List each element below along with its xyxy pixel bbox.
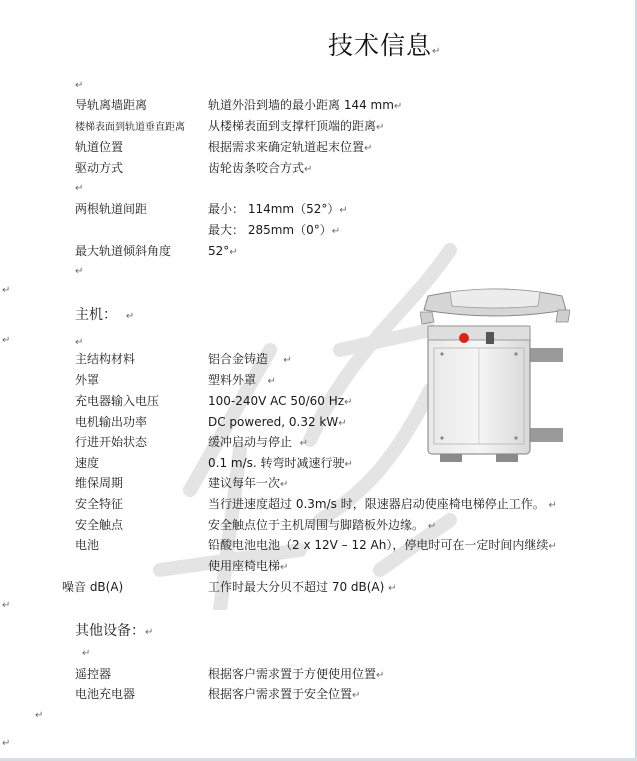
spec-value: 安全触点位于主机周围与脚踏板外边缘。 ↵ bbox=[208, 518, 437, 532]
spec-value-continued: 使用座椅电梯↵ bbox=[208, 559, 289, 573]
spec-label: 楼梯表面到轨道垂直距离 bbox=[75, 122, 185, 133]
spec-label: 维保周期 bbox=[75, 476, 124, 490]
paragraph-mark: ↵ bbox=[75, 266, 84, 277]
spec-value: 根据客户需求置于安全位置↵ bbox=[208, 687, 361, 701]
paragraph-mark: ↵ bbox=[2, 335, 11, 346]
spec-label: 行进开始状态 bbox=[75, 435, 148, 449]
spec-label: 速度 bbox=[75, 456, 100, 470]
spec-value-min: 最小： 114mm（52°）↵ bbox=[208, 202, 348, 216]
spec-label: 外罩 bbox=[75, 373, 100, 387]
spec-value: 缓冲启动与停止 ↵ bbox=[208, 435, 309, 449]
spec-label: 充电器输入电压 bbox=[75, 394, 160, 408]
paragraph-mark: ↵ bbox=[75, 337, 84, 348]
spec-value: 52°↵ bbox=[208, 244, 238, 258]
spec-value: 当行进速度超过 0.3m/s 时，限速器启动使座椅电梯停止工作。 ↵ bbox=[208, 497, 557, 511]
paragraph-mark: ↵ bbox=[2, 738, 11, 749]
spec-value: 100-240V AC 50/60 Hz↵ bbox=[208, 394, 353, 408]
spec-label: 噪音 dB(A) bbox=[62, 580, 124, 594]
spec-label: 安全触点 bbox=[75, 518, 124, 532]
spec-label: 安全特征 bbox=[75, 497, 124, 511]
paragraph-mark: ↵ bbox=[2, 285, 11, 296]
spec-value: 齿轮齿条咬合方式↵ bbox=[208, 161, 313, 175]
spec-value: 轨道外沿到墙的最小距离 144 mm↵ bbox=[208, 98, 403, 112]
spec-value: 建议每年一次↵ bbox=[208, 476, 289, 490]
paragraph-mark: ↵ bbox=[75, 183, 84, 194]
spec-value: 工作时最大分贝不超过 70 dB(A) ↵ bbox=[208, 580, 397, 594]
page-title: 技术信息↵ bbox=[328, 31, 442, 60]
spec-label: 最大轨道倾斜角度 bbox=[75, 244, 172, 258]
spec-value: 根据需求来确定轨道起末位置↵ bbox=[208, 140, 373, 154]
spec-value: 从楼梯表面到支撑杆顶端的距离↵ bbox=[208, 119, 385, 133]
spec-label: 电池 bbox=[75, 538, 100, 552]
spec-value: 铝合金铸造 ↵ bbox=[208, 352, 292, 366]
paragraph-mark: ↵ bbox=[75, 80, 84, 91]
spec-label: 两根轨道间距 bbox=[75, 202, 148, 216]
stairlift-product-image bbox=[420, 288, 570, 463]
spec-value: 塑料外罩 ↵ bbox=[208, 373, 276, 387]
paragraph-mark: ↵ bbox=[2, 600, 11, 611]
spec-value: DC powered, 0.32 kW↵ bbox=[208, 415, 347, 429]
spec-label: 主结构材料 bbox=[75, 352, 136, 366]
spec-label: 轨道位置 bbox=[75, 140, 124, 154]
spec-value: 根据客户需求置于方便使用位置↵ bbox=[208, 667, 385, 681]
paragraph-mark: ↵ bbox=[35, 710, 44, 721]
section-heading-main-unit: 主机： ↵ bbox=[75, 307, 135, 323]
paragraph-mark: ↵ bbox=[82, 648, 91, 659]
spec-value: 铅酸电池电池（2 x 12V – 12 Ah），停电时可在一定时间内继续↵ bbox=[208, 538, 557, 552]
spec-value: 0.1 m/s. 转弯时减速行驶↵ bbox=[208, 456, 353, 470]
spec-label: 电机输出功率 bbox=[75, 415, 148, 429]
section-heading-other-equipment: 其他设备：↵ bbox=[75, 623, 154, 639]
spec-label: 驱动方式 bbox=[75, 161, 124, 175]
spec-label: 导轨离墙距离 bbox=[75, 98, 148, 112]
spec-label: 遥控器 bbox=[75, 667, 112, 681]
spec-value-max: 最大： 285mm（0°）↵ bbox=[208, 223, 341, 237]
spec-label: 电池充电器 bbox=[75, 687, 136, 701]
